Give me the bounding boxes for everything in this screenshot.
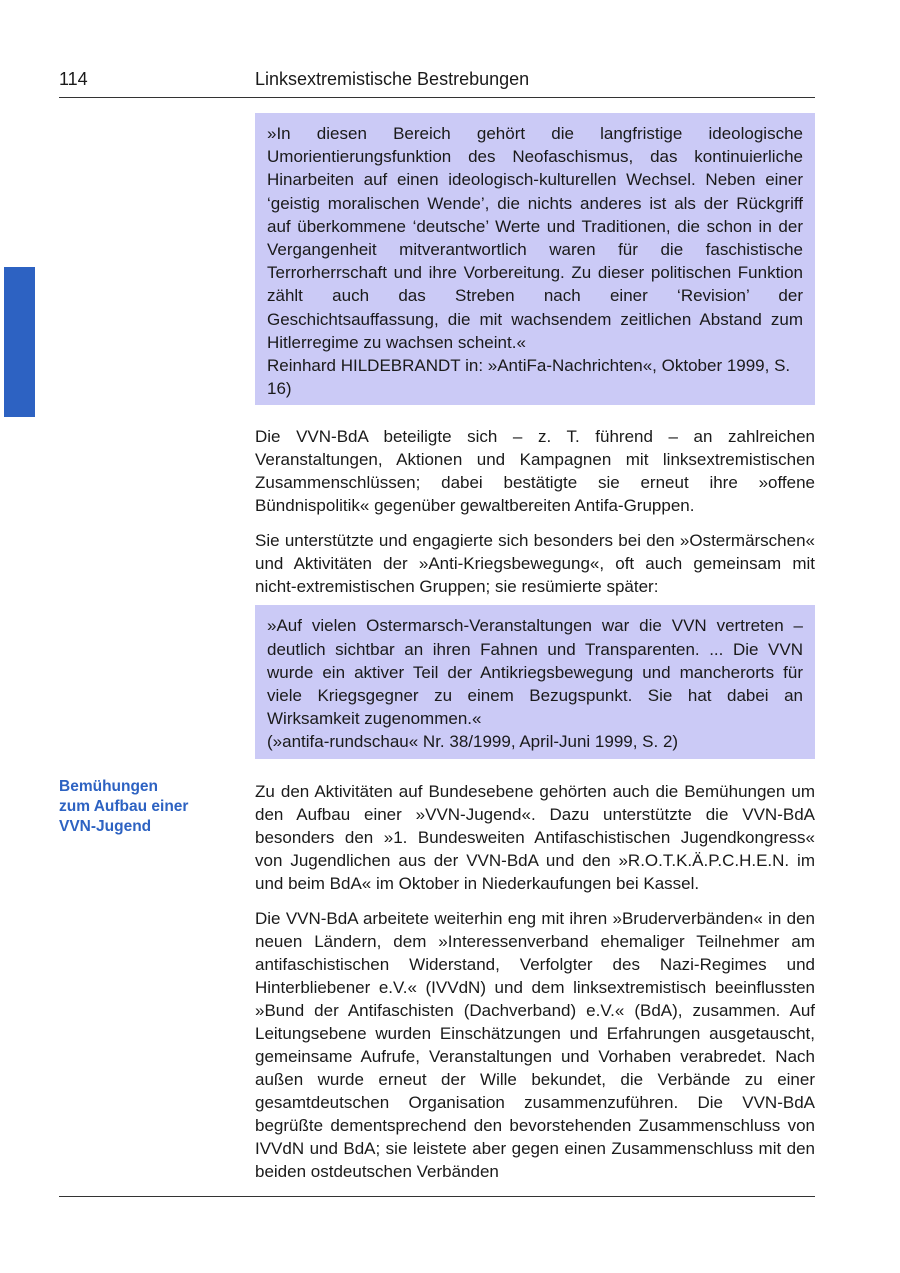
body-paragraph: Die VVN-BdA beteiligte sich – z. T. führend – an zahlreichen Veranstaltungen, Aktionen und Kampagnen mit linksextremistischen Zusammenschlüssen; dabei bestätigte sie erneut ihre »offene Bündnispolitik« gegenüber gewaltbereiten Antifa-Gruppen. [255,427,815,516]
page-number: 114 [59,69,88,89]
margin-heading-line: zum Aufbau einer [59,798,189,815]
quote-source: Reinhard HILDEBRANDT in: »AntiFa-Nachrichten«, Oktober 1999, S. 16) [267,356,791,399]
quote-text: »Auf vielen Ostermarsch-Veranstaltungen war die VVN vertreten – deutlich sichtbar an ihren Fahnen und Transparenten. ... Die VVN wurde ein aktiver Teil der Antikriegsbewegung und mancherorts für viele Kriegsgegner zu einem Bezugspunkt. Sie hat dabei an Wirksamkeit zugenommen.« [267,616,803,729]
body-paragraph: Sie unterstützte und engagierte sich besonders bei den »Ostermärschen« und Aktivitäten der »Anti-Kriegsbewegung«, oft auch gemeinsam mit nicht-extremistischen Gruppen; sie resümierte später: [255,531,815,597]
footer-rule [59,1196,815,1197]
running-title: Linksextremistische Bestrebungen [255,69,530,89]
body-paragraph: Die VVN-BdA arbeitete weiterhin eng mit ihren »Bruderverbänden« in den neuen Ländern, dem »Interessenverband ehemaliger Teilnehmer am antifaschistischen Widerstand, Verfolgter des Nazi-Regimes und Hinterbliebener e.V.« (IVVdN) und dem linksextremistisch beeinflussten »Bund der Antifaschisten (Dachverband) e.V.« (BdA), zusammen. Auf Leitungsebene wurden Einschätzungen und Erfahrungen ausgetauscht, gemeinsame Aufrufe, Veranstaltungen und Vorhaben verabredet. Nach außen wurde erneut der Wille bekundet, die Verbände zu einer gesamtdeutschen Organisation zusammenzuführen. Die VVN-BdA begrüßte dementsprechend den bevorstehenden Zusammenschluss von IVVdN und BdA; sie leistete aber gegen einen Zusammenschluss mit den beiden ostdeutschen Verbänden [255,908,815,1181]
main-column [255,113,815,1183]
margin-heading [59,777,229,837]
quote-source: (»antifa-rundschau« Nr. 38/1999, April-Juni 1999, S. 2) [267,732,679,752]
quote-text: »In diesen Bereich gehört die langfristige ideologische Umorientierungsfunktion des Neofaschismus, das kontinuierliche Hinarbeiten auf einen ideologisch-kulturellen Wechsel. Neben einer ‘geistig moralischen Wende’, die nichts anderes ist als der Rückgriff auf überkommene ‘deutsche’ Werte und Traditionen, die schon in der Vergangenheit mitverantwortlich waren für die faschistische Terrorherrschaft und ihre Vorbereitung. Zu dieser politischen Funktion zählt auch das Streben nach einer ‘Revision’ der Geschichtsauffassung, die mit wachsendem zeitlichen Abstand zum Hitlerregime zu wachsen scheint.« [267,124,803,352]
quote-box-hildebrandt [255,113,815,405]
margin-heading-line: VVN-Jugend [59,818,152,835]
body-paragraph: Zu den Aktivitäten auf Bundesebene gehörten auch die Bemühungen um den Aufbau einer »VVN-Jugend«. Dazu unterstützte die VVN-BdA besonders den »1. Bundesweiten Antifaschistischen Jugendkongress« von Jugendlichen aus der VVN-BdA und den »R.O.T.K.Ä.P.C.H.E.N. im und beim BdA« im Oktober in Niederkaufungen bei Kassel. [255,781,815,893]
quote-box-antifa-rundschau [255,605,815,758]
chapter-tab-marker [4,267,35,417]
header-rule [59,97,815,98]
margin-heading-line: Bemühungen [59,778,159,795]
